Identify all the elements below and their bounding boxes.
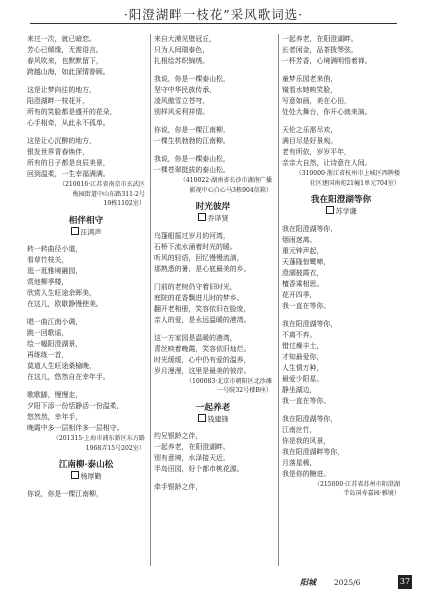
author-address: 影视中心白心马3栋904信箱） <box>189 186 272 194</box>
header-rule <box>30 23 397 24</box>
song-title: 时光彼岸 <box>195 202 231 212</box>
lyric-line: 来过一次，就已暗恋。 <box>27 35 96 43</box>
lyric-line: 檀香乘相思。 <box>282 279 324 288</box>
lyric-line: 花开四季， <box>282 290 317 299</box>
lyric-line: 童梦乐园老来俏， <box>282 75 338 83</box>
lyric-line: 镜看水她映笑脸， <box>282 86 338 94</box>
lyric-line: 我在阳澄湖等你， <box>282 414 338 423</box>
lyric-line: 错过燥丰土， <box>282 341 324 350</box>
song-title: 我在阳澄湖等你 <box>310 195 372 205</box>
article-body <box>27 34 405 574</box>
lyric-line: 石桥下流水涌着时光的暖。 <box>154 242 237 251</box>
lyric-line: 才知最爱你， <box>282 352 324 361</box>
lyric-line: 我在阳澄湖等你， <box>282 224 338 233</box>
lyric-line: 重元钟声起， <box>282 246 324 255</box>
author-box-icon <box>198 213 206 221</box>
lyric-line: 这一方家园是温暖的港湾， <box>154 333 237 342</box>
author-byline <box>282 206 400 218</box>
lyric-line: 再练练一首， <box>27 351 69 359</box>
issue-number: 2025/6 <box>334 578 361 587</box>
lyric-line: 这是让梦向往的地方， <box>27 86 96 94</box>
author-address: （210016·江苏省南京市玄武区 <box>58 181 145 188</box>
column-divider <box>150 34 151 566</box>
lyric-line: 所有的日子都是良辰美景， <box>27 159 110 167</box>
author-name: 杨厚勤 <box>80 472 102 481</box>
page-number: 37 <box>398 575 412 589</box>
lyric-line: 江南丝竹， <box>282 425 317 434</box>
lyric-line: 月落星稀， <box>282 458 317 467</box>
author-address: （201315·上海市浦东新区东方路 <box>52 435 145 442</box>
column-1 <box>27 34 145 500</box>
lyric-line: 坚守中华民族传承， <box>154 86 217 94</box>
author-address: （215000·江苏省苏州市阳澄湖 <box>313 480 400 488</box>
column-divider <box>278 34 279 566</box>
author-address: 1968弄15号202室） <box>85 444 145 452</box>
lyric-line: 天伦之乐需尽欢， <box>282 126 338 134</box>
lyric-line: 写意如画，美在心田， <box>282 97 351 105</box>
author-name: 苏学谦 <box>335 207 357 216</box>
lyric-line: 我是你的糖进。 <box>282 469 331 478</box>
lyric-line: 别样风采利祥情。 <box>154 108 210 116</box>
author-address: 梅园街道中山东路311-2号 <box>72 190 145 198</box>
lyric-line: 跨越山海，如此深情眷顾。 <box>27 68 110 76</box>
lyric-line: 天蓬隆惊鹭啼， <box>282 257 331 266</box>
lyric-line: 翻开老相册，笑容依旧在脸庞， <box>154 304 251 313</box>
lyric-line: 青丝映着晚霞，笑容依旧灿烂。 <box>154 344 251 353</box>
lyric-line: 跳一回歌谣， <box>27 329 69 337</box>
lyric-line: 看草竹枝关， <box>27 256 69 264</box>
author-box-icon <box>71 227 79 235</box>
lyric-line: 不离不弃。 <box>282 330 317 339</box>
lyric-line: 一起养老，在阳澄湖畔。 <box>282 35 358 43</box>
author-box-icon <box>198 414 206 422</box>
lyric-line: 欣赏人生旺途余晖美， <box>27 289 96 297</box>
lyric-line: 我在阳澄湖畔等你， <box>282 447 345 456</box>
lyric-line: 你说，你是一棵江南柳， <box>27 489 103 498</box>
stanza-gap <box>282 407 400 414</box>
stanza-gap <box>282 67 400 74</box>
song-title: 相伴相守 <box>68 215 104 226</box>
stanza-gap <box>154 118 272 125</box>
lyric-line: 在这儿，悠然自在幸年手。 <box>27 373 110 381</box>
lyric-line: 牵手银龄之伴， <box>154 483 203 491</box>
stanza-gap <box>27 383 145 390</box>
column-3 <box>282 34 400 499</box>
lyric-line: 春风吹来，也默默留下， <box>27 57 103 65</box>
lyric-line: 赏池柳季楼， <box>27 278 69 286</box>
stanza-gap <box>27 310 145 317</box>
lyric-line: 我一直在等你。 <box>282 396 331 405</box>
lyric-line: 来自大漠见壁冠丘， <box>154 35 217 43</box>
lyric-line: 阳澄湖畔一枝花开， <box>27 97 90 105</box>
author-address: 19栋1102室） <box>103 200 145 207</box>
author-address: （310000·浙江省杭州市上城区西牌楼 <box>295 170 400 177</box>
author-byline <box>27 471 145 483</box>
lyric-line: 转一转曲径小道， <box>27 245 83 253</box>
lyric-line: 最爱少阳星。 <box>282 374 324 383</box>
lyric-line: 半岛田园，好个都市桃花源。 <box>154 465 244 473</box>
lyric-line: 在这儿，欧歇静慢使美。 <box>27 300 103 308</box>
author-byline <box>154 213 272 225</box>
author-name: 钱建锋 <box>207 415 229 423</box>
lyric-line: 庭院的花香飘进儿时的梦乡。 <box>154 293 244 302</box>
lyric-line: 满目尽是好景观。 <box>282 137 338 145</box>
column-2 <box>154 34 272 493</box>
lyric-line: 晚霞中多一层相伴多一层相守。 <box>27 424 124 432</box>
author-address: 一号院32号楼B座） <box>217 387 272 394</box>
lyric-line: 我说，你是一棵泰山松， <box>154 155 230 163</box>
lyric-line: 我在阳澄湖等你， <box>282 319 338 328</box>
lyric-line: 澄湖披霞衣， <box>282 268 324 277</box>
lyric-line: 唱一曲江南小调， <box>27 318 83 326</box>
author-name: 乔译贤 <box>207 214 229 223</box>
lyric-line: 夕阳下添一份恬静活一份温柔， <box>27 402 124 410</box>
lyric-line: 绘一幅阳澄湖景， <box>27 340 83 348</box>
lyric-line: 长者闲金，品茶拨琴弦， <box>282 46 358 54</box>
author-box-icon <box>71 471 79 479</box>
lyric-line: 老有所依，岁岁平年， <box>282 148 351 156</box>
lyric-line: 时光缓缓，心中仍有爱的温养， <box>154 355 251 364</box>
lyric-line: 一棵生机勃勃的江南柳。 <box>154 137 230 145</box>
lyric-line: 你说，你是一棵江南柳， <box>154 126 230 134</box>
lyric-line: 乌篷船摇过岁月的河湾， <box>154 231 230 240</box>
lyric-line: 悠然然，幸年手， <box>27 413 83 421</box>
lyric-line: 芳心已倾缘，无需语言。 <box>27 46 103 54</box>
author-address: 半岛国寿嘉园·雅境） <box>343 490 400 497</box>
stanza-gap <box>154 475 272 482</box>
lyric-line: 所有的笑脸都是盛开的花朵， <box>27 108 117 116</box>
author-name: 汪鸿声 <box>80 228 102 236</box>
lyric-line: 门前的老树仍守着旧时光， <box>154 282 237 291</box>
lyric-line: 一起养老，在阳澄湖畔。 <box>154 443 230 451</box>
stanza-gap <box>282 118 400 125</box>
page-footer <box>300 575 420 591</box>
lyric-line: 一杯芳香，心境满明悟着禅。 <box>282 57 372 65</box>
lyric-line: 扎根绘苏织锦绣。 <box>154 57 210 65</box>
magazine-logo: 阳城 <box>300 577 316 587</box>
lyric-line: 逛一逛雅境融园， <box>27 267 83 275</box>
lyric-line: 处处大舞台，你开心就来演。 <box>282 108 372 116</box>
lyric-line: 亲亲大自然，让诗意在人间。 <box>282 159 372 167</box>
lyric-line: 银发世界青春焕伴， <box>27 148 90 156</box>
lyric-line: 那熟悉的暑，是心底最美的乡。 <box>154 264 251 273</box>
lyric-line: 我一直在等你。 <box>282 301 331 310</box>
lyric-line: 烟雨迷离。 <box>282 235 317 244</box>
song-title: 江南柳·泰山松 <box>58 460 114 470</box>
author-address: 社区建国南苑21幢1单元704室） <box>309 179 400 187</box>
author-byline <box>27 227 145 239</box>
lyric-line: 人生情万种， <box>282 363 324 372</box>
page-header <box>0 0 427 28</box>
lyric-line: 别有意境，水泽接天近， <box>154 454 230 462</box>
author-box-icon <box>326 206 334 214</box>
author-byline <box>154 414 272 426</box>
stanza-gap <box>27 78 145 85</box>
lyric-line: 亲人的爱，是永远温暖的港湾。 <box>154 315 251 324</box>
stanza-gap <box>282 312 400 319</box>
lyric-line: 只为人间瑞泰色， <box>154 46 210 54</box>
author-address: （100083·北京市朝阳区北沙滩 <box>185 377 272 385</box>
lyric-line: 歌歌脚，慢慢走， <box>27 391 83 399</box>
lyric-line: 静坐湖边， <box>282 385 317 394</box>
section-title: ·阳澄湖畔一枝花”采风歌词选· <box>123 7 304 22</box>
song-title: 一起养老 <box>195 402 231 413</box>
author-address: （410022·湖南省长沙市湖南广播 <box>179 177 272 184</box>
lyric-line: 心手相牵，从此永不孤单。 <box>27 119 110 127</box>
lyric-line: 我说，你是一棵泰山松， <box>154 75 230 83</box>
lyric-line: 岁月漫漫，这里是最美的彼岸。 <box>154 366 251 375</box>
lyric-line: 约兄银龄之伴， <box>154 432 203 440</box>
lyric-line: 一棵苍翠挺拔的泰山松。 <box>154 166 230 174</box>
stanza-gap <box>27 129 145 136</box>
stanza-gap <box>154 147 272 154</box>
stanza-gap <box>154 275 272 282</box>
lyric-line: 听风的轻语，回忆慢慢流淌， <box>154 253 244 262</box>
lyric-line: 这是让心沉醉的地方， <box>27 137 96 145</box>
lyric-line: 回到温柔，一生幸福满满。 <box>27 170 110 178</box>
stanza-gap <box>154 326 272 333</box>
lyric-line: 你是我的风景， <box>282 436 331 445</box>
lyric-line: 凌风傲雪立苍穹， <box>154 97 210 105</box>
lyric-line: 莫道人生旺途桑榆晚， <box>27 362 96 370</box>
stanza-gap <box>154 67 272 74</box>
